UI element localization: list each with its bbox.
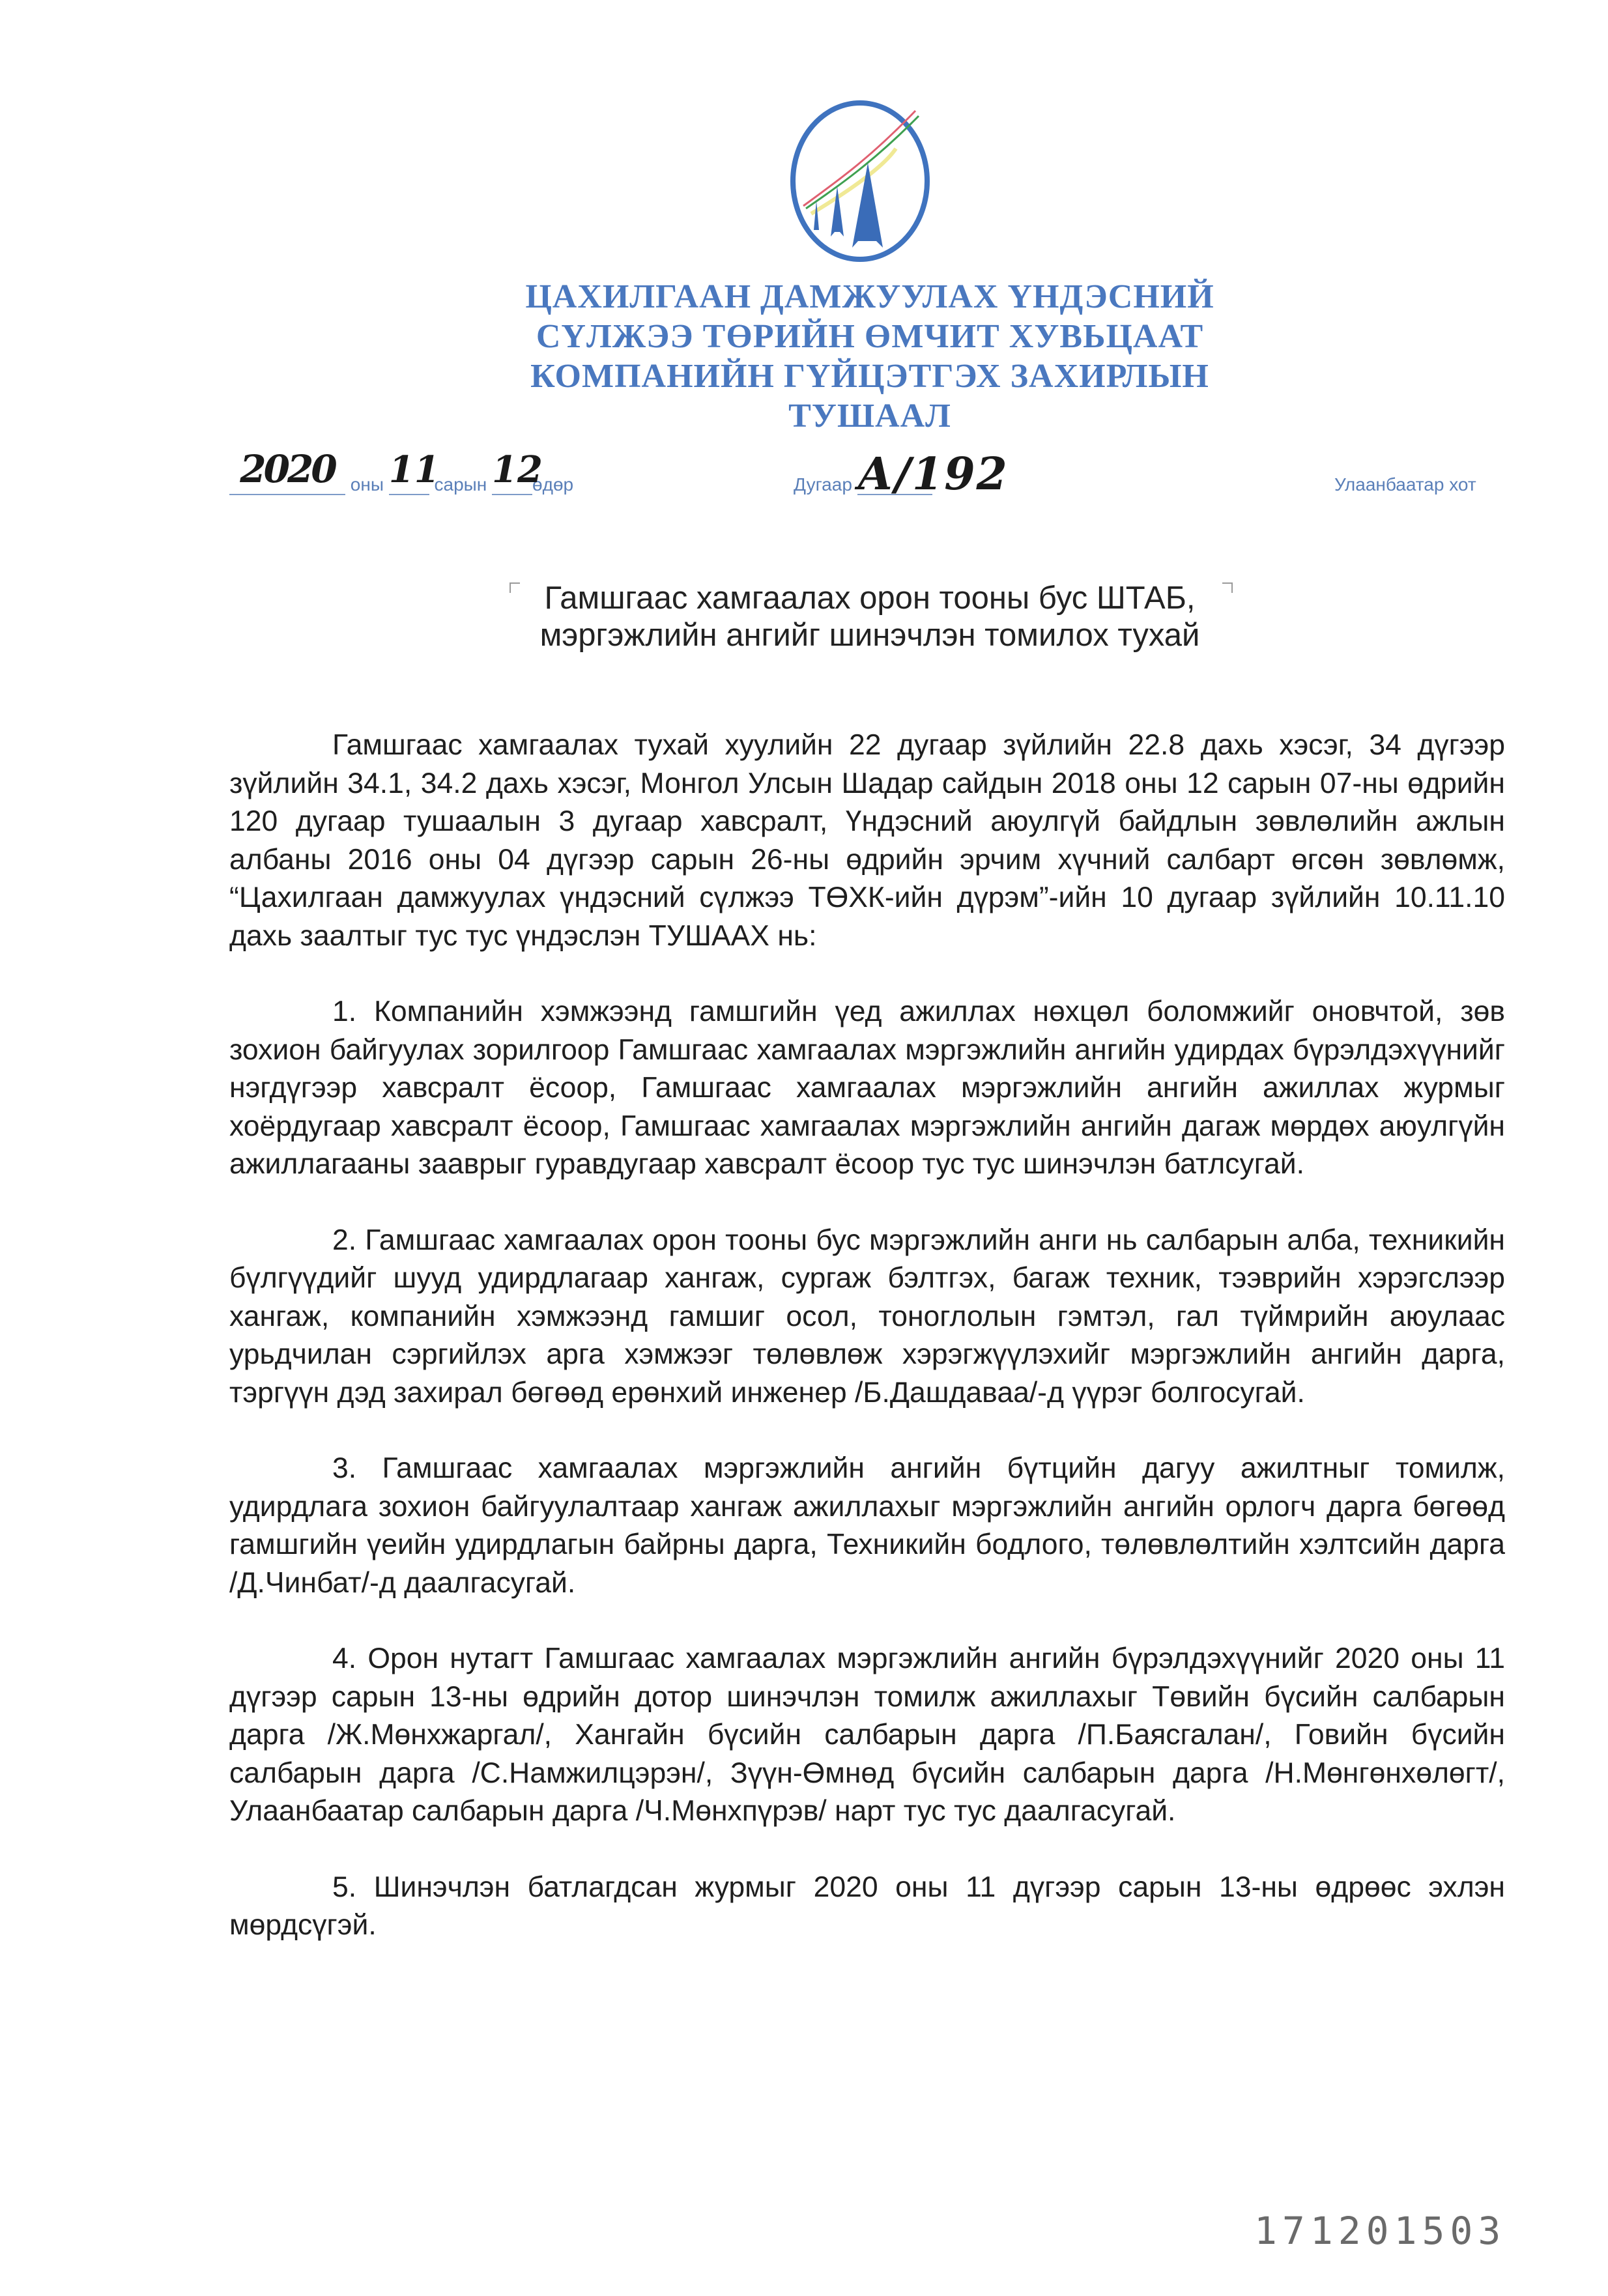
number-label: Дугаар (794, 474, 852, 495)
month-blank (388, 448, 440, 495)
org-title-line-1: ЦАХИЛГААН ДАМЖУУЛАХ ҮНДЭСНИЙ (525, 278, 1214, 315)
order-item-5: 5. Шинэчлэн батлагдсан журмыг 2020 оны 11 дүгээр сарын 13-ны өдрөөс эхлэн мөрдсүгэй. (229, 1871, 1505, 1941)
document-type-title: ТУШААЛ (788, 397, 951, 435)
company-logo (785, 96, 935, 266)
org-title-line-2: СҮЛЖЭЭ ТӨРИЙН ӨМЧИТ ХУВЬЦААТ (536, 318, 1204, 355)
org-title-line-3: КОМПАНИЙН ГҮЙЦЭТГЭХ ЗАХИРЛЫН (530, 358, 1209, 395)
subject-corner-mark-right (1222, 582, 1233, 593)
year-label: оны (350, 474, 384, 495)
subject-corner-mark-left (510, 582, 520, 593)
subject-line-1: Гамшгаас хамгаалах орон тооны бус ШТАБ, (544, 581, 1196, 616)
number-handwritten: А/192 (857, 448, 1009, 500)
order-item-3: 3. Гамшгаас хамгаалах мэргэжлийн ангийн бүтцийн дагуу ажилтныг томилж, удирдлага зохион байгуулалтаар хангаж ажиллахыг мэргэжлийн ангийн орлогч дарга бөгөөд гамшгийн үеийн удирдлагын байрны дарга, Техникийн бодлого, төлөвлөлтийн хэлтсийн дарга /Д.Чинбат/-д даалгасугай. (229, 1452, 1505, 1599)
day-label: өдөр (532, 474, 574, 495)
year-blank (229, 447, 345, 495)
order-item-4: 4. Орон нутагт Гамшгаас хамгаалах мэргэжлийн ангийн бүрэлдэхүүнийг 2020 оны 11 дүгээр сарын 13-ны өдрийн дотор шинэчлэн томилж ажиллахыг Төвийн бүсийн салбарын дарга /Ж.Мөнхжаргал/, Хангайн бүсийн салбарын дарга /П.Баясгалан/, Говийн бүсийн салбарын дарга /С.Намжилцэрэн/, Зүүн-Өмнөд бүсийн салбарын дарга /Н.Мөнгөнхөлөгт/, Улаанбаатар салбарын дарга /Ч.Мөнхпүрэв/ нарт тус тус даалгасугай. (229, 1643, 1505, 1827)
number-field (794, 448, 1009, 500)
number-blank (857, 448, 1009, 500)
power-transmission-towers-logo-icon (785, 96, 935, 266)
order-item-2: 2. Гамшгаас хамгаалах орон тооны бус мэргэжлийн анги нь салбарын алба, техникийн бүлгүүдийг шууд удирдлагаар хангаж, сургаж бэлтгэх, багаж техник, тээврийн хэрэгслээр хангаж, компанийн хэмжээнд гамшиг осол, тоноглолын гэмтэл, гал түймрийн аюулаас урьдчилан сэргийлэх арга хэмжээг төлөвлөж хэрэгжүүлэхийг мэргэжлийн ангийн дарга, тэргүүн дэд захирал бөгөөд ерөнхий инженер /Б.Дашдаваа/-д үүрэг болгосугай. (229, 1224, 1505, 1409)
document-body (229, 726, 1505, 1983)
document-subject (515, 580, 1225, 654)
year-handwritten: 2020 (240, 447, 335, 491)
organization-title (456, 277, 1284, 436)
month-handwritten: 11 (388, 448, 440, 491)
day-handwritten: 12 (492, 448, 543, 491)
registration-stamp-number: 171201503 (1254, 2209, 1506, 2253)
month-label: сарын (434, 474, 487, 495)
city-label: Улаанбаатар хот (1334, 474, 1476, 495)
document-meta-row (0, 447, 1608, 508)
date-field (229, 447, 574, 495)
order-item-1: 1. Компанийн хэмжээнд гамшгийн үед ажиллах нөхцөл боломжийг оновчтой, зөв зохион байгуулах зорилгоор Гамшгаас хамгаалах мэргэжлийн ангийн удирдах бүрэлдэхүүнийг нэгдүгээр хавсралт ёсоор, Гамшгаас хамгаалах мэргэжлийн ангийн ажиллах журмыг хоёрдугаар хавсралт ёсоор, Гамшгаас хамгаалах мэргэжлийн ангийн дагаж мөрдөх аюулгүйн ажиллагааны зааврыг гуравдугаар хавсралт ёсоор тус тус шинэчлэн батлсугай. (229, 996, 1505, 1180)
subject-line-2: мэргэжлийн ангийг шинэчлэн томилох тухай (539, 618, 1200, 653)
day-blank (492, 448, 543, 495)
intro-paragraph: Гамшгаас хамгаалах тухай хуулийн 22 дугаар зүйлийн 22.8 дахь хэсэг, 34 дүгээр зүйлийн 34.1, 34.2 дахь хэсэг, Монгол Улсын Шадар сайдын 2018 оны 12 сарын 07-ны өдрийн 120 дугаар тушаалын 3 дугаар хавсралт, Үндэсний аюулгүй байдлын зөвлөлийн ажлын албаны 2016 оны 04 дүгээр сарын 26-ны өдрийн эрчим хүчний салбарт өгсөн зөвлөмж, “Цахилгаан дамжуулах үндэсний сүлжээ ТӨХК-ийн дүрэм”-ийн 10 дугаар зүйлийн 10.11.10 дахь заалтыг тус тус үндэслэн ТУШААХ нь: (229, 729, 1505, 952)
